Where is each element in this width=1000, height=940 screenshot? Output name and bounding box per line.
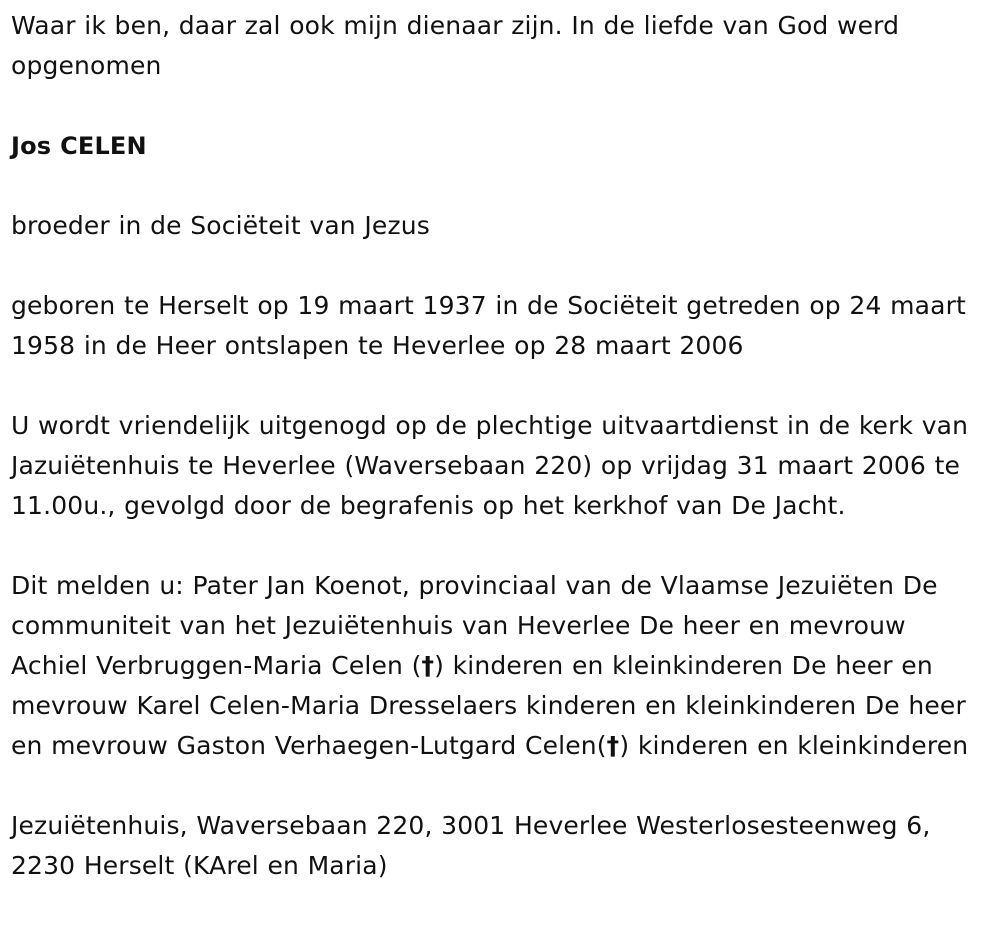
announcers-part-2: ) kinderen en kleinkinderen De heer en mevrouw Karel Celen-Maria Dresselaers kinderen en kleinkinderen De heer en mevrouw Gaston Verhaegen-Lutgard Celen(	[11, 651, 966, 760]
announcers-part-3: ) kinderen en kleinkinderen	[619, 731, 969, 760]
announcers-text	[11, 566, 990, 766]
cross-icon: †	[606, 731, 620, 760]
cross-icon: †	[421, 651, 435, 680]
funeral-invitation-text: U wordt vriendelijk uitgenogd op de plechtige uitvaartdienst in de kerk van Jazuiëtenhuis te Heverlee (Waversebaan 220) op vrijdag 31 maart 2006 te 11.00u., gevolgd door de begrafenis op het kerkhof van De Jacht.	[11, 411, 969, 520]
announcers-part-1: Dit melden u: Pater Jan Koenot, provinciaal van de Vlaamse Jezuiëten De communiteit van het Jezuiëtenhuis van Heverlee De heer en mevrouw Achiel Verbruggen-Maria Celen (	[11, 571, 938, 680]
intro-text: Waar ik ben, daar zal ook mijn dienaar zijn. In de liefde van God werd opgenomen	[11, 11, 900, 80]
role-text: broeder in de Sociëteit van Jezus	[11, 211, 430, 240]
deceased-name: Jos CELEN	[11, 132, 147, 160]
addresses-text: Jezuiëtenhuis, Waversebaan 220, 3001 Heverlee Westerlosesteenweg 6, 2230 Herselt (KArel en Maria)	[11, 811, 931, 880]
life-dates-text: geboren te Herselt op 19 maart 1937 in de Sociëteit getreden op 24 maart 1958 in de Heer ontslapen te Heverlee op 28 maart 2006	[11, 291, 966, 360]
